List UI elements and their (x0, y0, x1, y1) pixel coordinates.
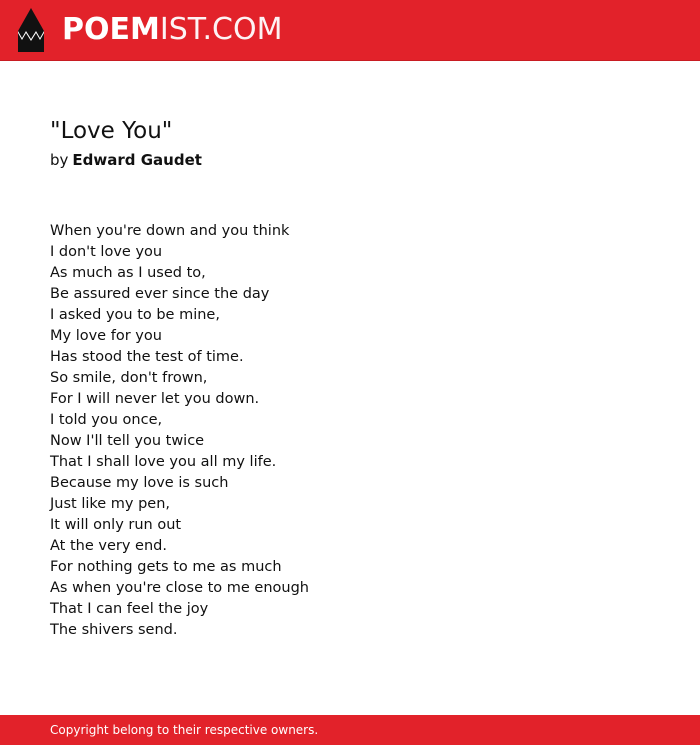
brand-name-bold: POEM (62, 12, 160, 47)
poem-line: For I will never let you down. (50, 391, 260, 407)
poem-line: When you're down and you think (50, 223, 290, 239)
poem-body (50, 221, 650, 641)
poem-line: Has stood the test of time. (50, 349, 244, 365)
brand-name (62, 12, 283, 47)
poem-line: As much as I used to, (50, 265, 206, 281)
poem-line: My love for you (50, 328, 162, 344)
brand-name-light: IST.COM (159, 12, 283, 47)
poem-line: Because my love is such (50, 475, 229, 491)
poem-line: I asked you to be mine, (50, 307, 220, 323)
pencil-tip-icon (17, 8, 45, 52)
copyright-notice: Copyright belong to their respective owners. (50, 723, 319, 737)
site-header (0, 0, 700, 61)
poem-line: Now I'll tell you twice (50, 433, 205, 449)
poem-line: I told you once, (50, 412, 163, 428)
poem-line: For nothing gets to me as much (50, 559, 282, 575)
poem-content (50, 114, 650, 641)
site-logo-link[interactable] (17, 8, 282, 52)
site-footer (0, 715, 700, 745)
poem-line: Just like my pen, (50, 496, 171, 512)
poem-line: At the very end. (50, 538, 167, 554)
poem-title: "Love You" (50, 118, 173, 144)
poem-line: That I can feel the joy (50, 601, 209, 617)
poem-line: Be assured ever since the day (50, 286, 270, 302)
poem-line: The shivers send. (50, 622, 178, 638)
author-name: Edward Gaudet (72, 151, 202, 169)
poem-byline (50, 149, 650, 171)
poem-line: I don't love you (50, 244, 163, 260)
poem-line: So smile, don't frown, (50, 370, 208, 386)
by-label: by (50, 151, 69, 169)
poem-line: That I shall love you all my life. (50, 454, 277, 470)
poem-line: As when you're close to me enough (50, 580, 309, 596)
poem-line: It will only run out (50, 517, 182, 533)
